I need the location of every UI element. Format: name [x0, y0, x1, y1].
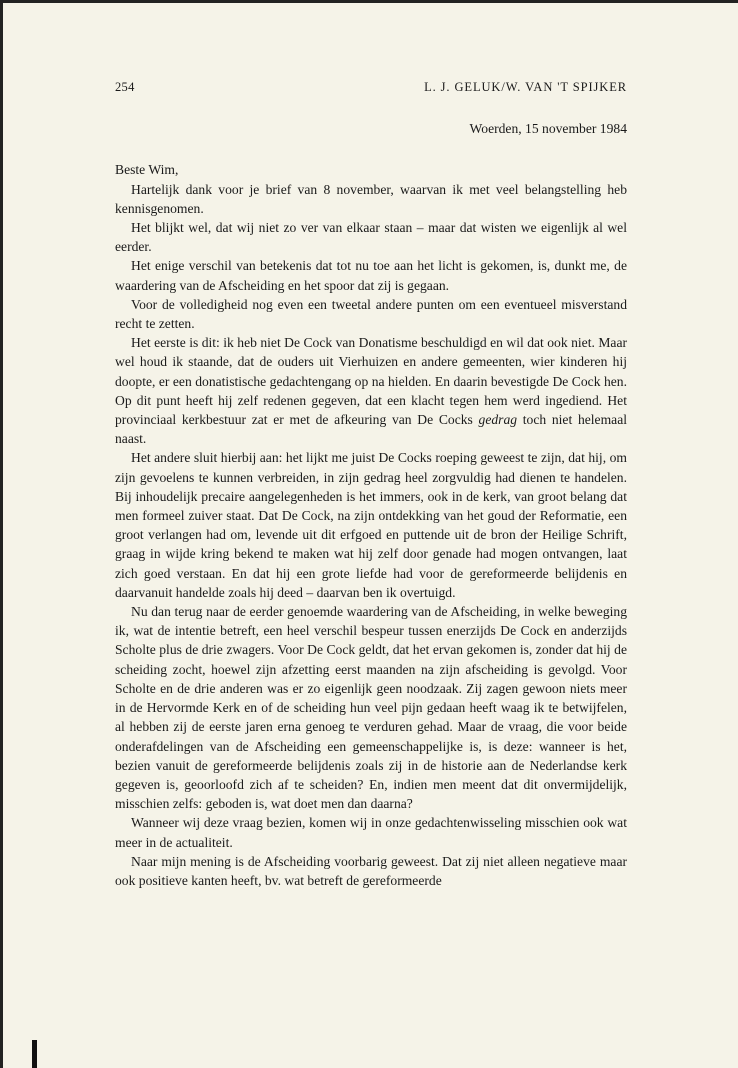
emphasized-text: gedrag — [478, 412, 518, 428]
letter-paragraph — [115, 602, 627, 813]
page-top-edge — [0, 0, 738, 3]
page-left-edge — [0, 0, 3, 1068]
place-date: Woerden, 15 november 1984 — [469, 121, 627, 137]
paragraph-text: Het andere sluit hierbij aan: het lijkt me juist De Cocks roeping geweest te zijn, dat hij, om zijn gevoelens te kunnen verbreiden, in zijn gedrag heel zorgvuldig had dienen te handelen. Bij inhoudelijk precaire aangelegenheden is het immers, ook in de kerk, van groot belang dat men formeel zuiver staat. Dat De Cock, na zijn ontdekking van het goud der Reformatie, een groot verlangen had om, levende uit dit erfgoed en puttende uit de bron der Heilige Schrift, graag in wijde kring bekend te maken wat hij zelf door genade had mogen ontvangen, laat zich goed verstaan. En dat hij een grote liefde had voor de gereformeerde belijdenis en daarvanuit handelde zoals hij deed – daarvan ben ik overtuigd. — [115, 450, 627, 600]
paragraph-text: Voor de volledigheid nog even een tweetal andere punten om een eventueel misverstand recht te zetten. — [115, 296, 627, 332]
paragraph-text: Het enige verschil van betekenis dat tot nu toe aan het licht is gekomen, is, dunkt me, de waardering van de Afscheiding en het spoor dat zij is gegaan. — [115, 258, 627, 293]
letter-body — [115, 180, 627, 891]
running-header — [115, 78, 627, 97]
letter-paragraph — [115, 813, 627, 851]
letter-paragraph — [115, 448, 627, 602]
paragraph-text: Het eerste is dit: ik heb niet De Cock van Donatisme beschuldigd en wil dat ook niet. Maar wel houd ik staande, dat de ouders uit Vierhuizen en andere gemeenten, wier kinderen hij doopte, er een donatistische gedachtengang op na hielden. En daarin bevestigde De Cock hen. Op dit punt heeft hij zelf redenen gegeven, dat een klacht tegen hem werd ingediend. Het provinciaal kerkbestuur zat er met de afkeuring van De Cocks — [115, 335, 627, 428]
paragraph-text: Wanneer wij deze vraag bezien, komen wij in onze gedachtenwisseling misschien ook wat meer in de actualiteit. — [115, 815, 627, 850]
salutation: Beste Wim, — [115, 162, 179, 178]
paragraph-text: Nu dan terug naar de eerder genoemde waardering van de Afscheiding, in welke beweging ik, wat de intentie betreft, een heel verschil bespeur tussen enerzijds De Cock en anderzijds Scholte plus de drie zwagers. Voor De Cock geldt, dat het ervan gekomen is, zonder dat hij de scheiding zocht, hoewel zijn afzetting eerst maanden na zijn afscheiding is gevolgd. Voor Scholte en de drie anderen was er zo eigenlijk geen noodzaak. Zij zagen gewoon niets meer in de Hervormde Kerk en of de scheiding hun veel pijn gedaan heeft waag ik te betwijfelen, al hebben zij de eerste jaren erna genoeg te verduren gehad. Maar de vraag, die voor beide onderafdelingen van de Afscheiding een gemeenschappelijke is, is deze: wanneer is het, bezien vanuit de gereformeerde belijdenis zoals zij in de historie aan de Nederlandse kerk gegeven is, geoorloofd zich af te scheiden? En, indien men meent dat dit onvermijdelijk, misschien zelfs: geboden is, wat doet men dan daarna? — [115, 604, 627, 812]
letter-paragraph — [115, 852, 627, 890]
scan-mark — [32, 1040, 37, 1068]
paragraph-text: Hartelijk dank voor je brief van 8 november, waarvan ik met veel belangstelling heb kennisgenomen. — [115, 181, 627, 216]
document-page — [115, 78, 627, 890]
letter-paragraph — [115, 333, 627, 448]
paragraph-text: toch niet helemaal naast. — [115, 412, 628, 447]
letter-paragraph — [115, 295, 627, 333]
letter-paragraph — [115, 256, 627, 294]
paragraph-text: Het blijkt wel, dat wij niet zo ver van elkaar staan – maar dat wisten we eigenlijk al wel eerder. — [115, 220, 627, 255]
letter-paragraph — [115, 218, 627, 256]
page-number: 254 — [115, 80, 135, 94]
letter-paragraph — [115, 180, 627, 218]
running-head: L. J. GELUK/W. VAN 'T SPIJKER — [424, 80, 627, 94]
paragraph-text: Naar mijn mening is de Afscheiding voorbarig geweest. Dat zij niet alleen negatieve maar ook positieve kanten heeft, bv. wat betreft de gereformeerde — [115, 853, 627, 888]
